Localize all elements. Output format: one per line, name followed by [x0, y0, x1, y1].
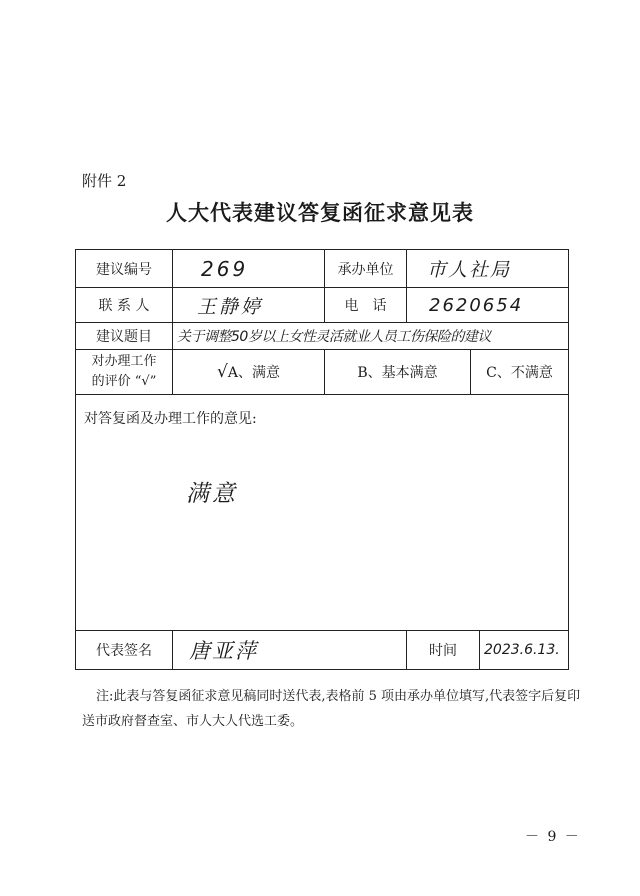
footnote: 注:此表与答复函征求意见稿同时送代表,表格前 5 项由承办单位填写,代表签字后复印送市政府督查室、市人大人代选工委。: [82, 689, 581, 729]
row-evaluation: [76, 350, 569, 395]
proposal-topic-cell: [173, 323, 569, 350]
proposal-number-label: 建议编号: [76, 250, 173, 288]
evaluation-label: [76, 350, 173, 395]
row-opinion: [76, 395, 569, 631]
proposal-topic-value: 关于调整50岁以上女性灵活就业人员工伤保险的建议: [177, 329, 491, 345]
signature-value: 唐亚萍: [189, 639, 258, 663]
row-proposal-number: [76, 250, 569, 288]
option-c-unsatisfied[interactable]: C、不满意: [486, 365, 553, 381]
opinion-value: 满意: [186, 481, 238, 507]
time-value-cell: [480, 631, 568, 669]
time-value: 2023.6.13.: [484, 642, 560, 658]
page-number: － 9 －: [525, 829, 581, 845]
phone-cell: [407, 288, 569, 323]
checkmark-icon: √: [217, 362, 228, 382]
handling-unit-cell: [407, 250, 569, 288]
proposal-number-cell: [173, 250, 325, 288]
phone-value: 2620654: [429, 294, 524, 316]
attachment-label: 附件 2: [82, 172, 127, 190]
page-title: 人大代表建议答复函征求意见表: [166, 200, 474, 225]
contact-person-label: 联 系 人: [76, 288, 173, 323]
signature-label: 代表签名: [76, 631, 173, 670]
option-a-label: 、满意: [237, 365, 280, 381]
opinion-label: 对答复函及办理工作的意见:: [84, 411, 257, 427]
time-label: 时间: [407, 631, 480, 669]
evaluation-label-line1: 对办理工作: [91, 354, 157, 369]
row-contact: [76, 288, 569, 323]
evaluation-label-line2: 的评价 “√”: [91, 374, 157, 389]
opinion-cell: [76, 395, 569, 631]
options-bc-cell: [325, 350, 569, 395]
row-topic: [76, 323, 569, 350]
proposal-topic-label: 建议题目: [76, 323, 173, 350]
proposal-number-value: 269: [201, 256, 249, 281]
handling-unit-label: 承办单位: [325, 250, 407, 288]
contact-person-cell: [173, 288, 325, 323]
option-b-basically-satisfied[interactable]: B、基本满意: [325, 350, 471, 394]
handling-unit-value: 市人社局: [427, 259, 512, 281]
opinion-form-table: [75, 249, 569, 670]
phone-label: 电 话: [325, 288, 407, 323]
row-signature: [76, 631, 569, 670]
contact-person-value: 王静婷: [197, 295, 264, 318]
option-a-prefix: A: [227, 365, 238, 381]
time-cell: [407, 631, 569, 670]
option-a-satisfied[interactable]: [173, 350, 325, 395]
signature-cell: [173, 631, 407, 670]
